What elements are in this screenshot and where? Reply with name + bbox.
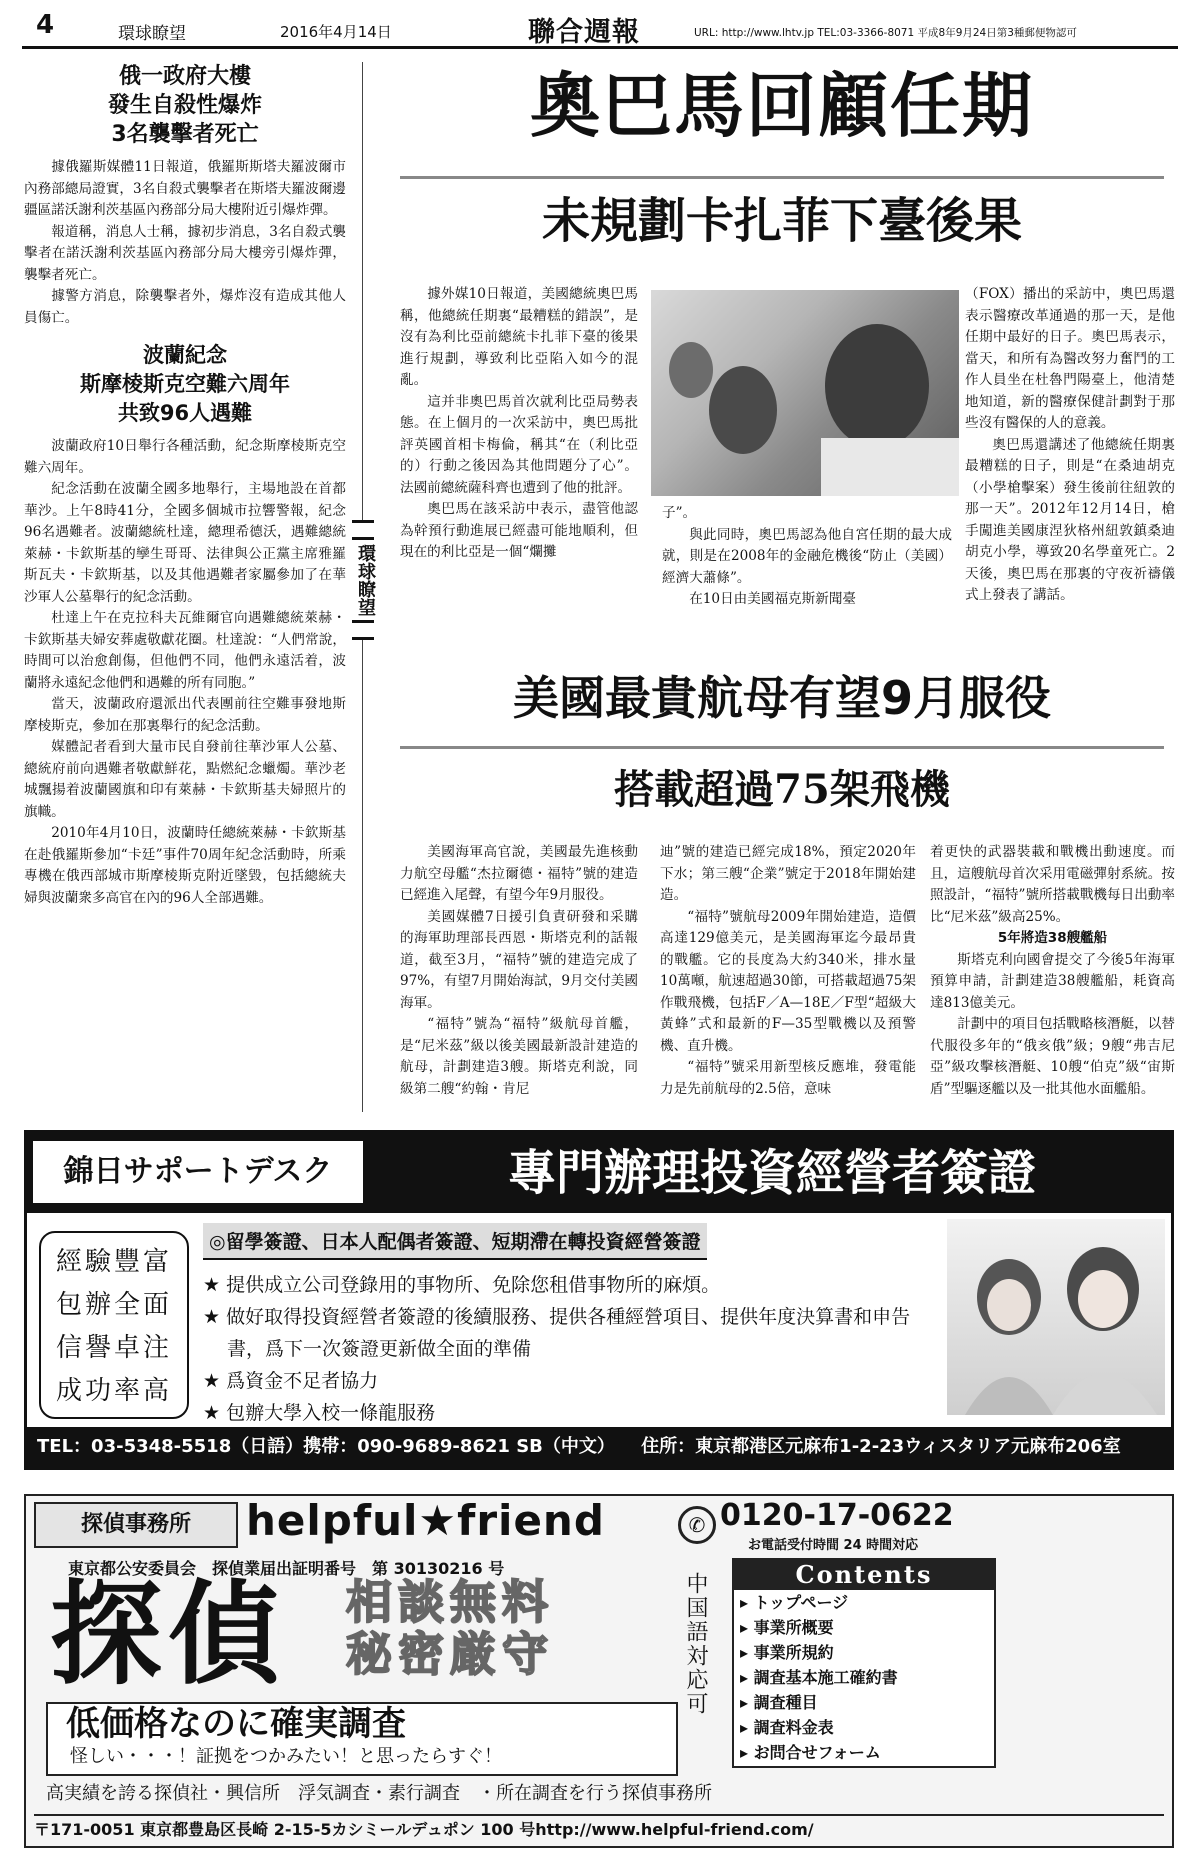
paper-name: 聯合週報 (528, 17, 640, 48)
star-icon: ★ (203, 1306, 221, 1328)
person-silhouette-icon (651, 290, 959, 496)
obama-col-2: 子”。 與此同時，奧巴馬認為他自宮任期的最大成就，則是在2008年的金融危機後“防止（美國）經濟大蕭條”。 在10日由美國福克斯新聞臺 (662, 505, 952, 607)
carrier-col-3: 着更快的武器裝載和戰機出動速度。而且，這艘航母首次采用電磁彈射系統。按照設計，“福特”號所搭載戰機每日出動率比“尼米茲”級高25%。 5年將造38艘艦船 斯塔克利向國會提交了今後5年海軍預算申請，計劃建造38艘艦船，耗資高達813億美元。 計劃中的項目包括戰略核潛艇，以替代服役多年的“俄亥俄”級；9艘“弗吉尼亞”級攻擊核潛艇、10艘“伯克”級“宙斯盾”型驅逐艦以及一批其他水面艦船。 (930, 844, 1175, 1097)
visa-address: 住所：東京都港区元麻布1-2-23ウィスタリア元麻布206室 (641, 1436, 1121, 1457)
visa-bullet: ★ 包辦大學入校一條龍服務 (203, 1402, 436, 1424)
carrier-headline: 美國最貴航母有望9月服役 (512, 671, 1051, 725)
visa-bullet-list (203, 1269, 923, 1429)
masthead (22, 10, 1178, 49)
star-icon: ★ (203, 1402, 221, 1424)
detective-license: 東京都公安委員会 探偵業届出証明番号 第 30130216 号 (68, 1559, 505, 1578)
circle-arrow-icon: ▸ (740, 1618, 749, 1637)
circle-arrow-icon: ▸ (740, 1743, 749, 1762)
detective-contents-box (732, 1558, 996, 1768)
paper-meta: URL: http://www.lhtv.jp TEL:03-3366-8071 平成8年9月24日第3種郵便物認可 (694, 27, 1077, 39)
contents-link[interactable]: ▸ 事業所概要 (740, 1618, 834, 1637)
carrier-rule (400, 746, 1164, 749)
contents-link[interactable]: ▸ お問合せフォーム (740, 1743, 881, 1762)
article-1-paragraph: 據警方消息，除襲擊者外，爆炸沒有造成其他人員傷亡。 (24, 288, 346, 326)
issue-date: 2016年4月14日 (280, 23, 392, 41)
visa-brand: 錦日サポートデスク (33, 1141, 363, 1203)
detective-footer-1: 高実績を誇る探偵社・興信所 浮気調査・素行調査 ・所在調査を行う探偵事務所 (46, 1783, 712, 1804)
visa-phone: TEL：03-5348-5518（日語）携帯：090-9689-8621 SB（中文） (37, 1436, 615, 1457)
visa-photo (947, 1219, 1165, 1415)
article-2-paragraph: 波蘭政府10日舉行各種活動，紀念斯摩棱斯克空難六周年。 (24, 438, 346, 476)
page-number: 4 (36, 10, 55, 40)
article-1-paragraph: 報道稱，消息人士稱，據初步消息，3名自殺式襲擊者在諾沃謝利茨基區內務部分局大樓旁引爆炸彈，襲擊者死亡。 (24, 223, 346, 283)
vertical-section-label: 環球瞭望 (352, 520, 374, 640)
obama-subheadline: 未規劃卡扎菲下臺後果 (541, 193, 1022, 249)
two-women-icon (947, 1219, 1165, 1415)
circle-arrow-icon: ▸ (740, 1643, 749, 1662)
circle-arrow-icon: ▸ (740, 1693, 749, 1712)
circle-arrow-icon: ▸ (740, 1593, 749, 1612)
carrier-col-2: 迪”號的建造已經完成18%，預定2020年下水；第三艘“企業”號定于2018年開始建造。 “福特”號航母2009年開始建造，造價高達129億美元，是美國海軍迄今最昂貴的戰艦。它的長度為大約340米，排水量10萬噸，航速超過30節，可搭載超過75架作戰飛機，包括F／A—18E／F型“超級大黃蜂”式和最新的F—35型戰機以及預警機、直升機。 “福特”號采用新型核反應堆，發電能力是先前航母的2.5倍，意味 (660, 844, 916, 1097)
circle-arrow-icon: ▸ (740, 1668, 749, 1687)
contents-link[interactable]: ▸ 事業所規約 (740, 1643, 834, 1662)
phone-icon: ✆ (678, 1506, 716, 1544)
visa-bullet: ★ 做好取得投資經營者簽證的後續服務、提供各種經營項目、提供年度決算書和申告書，爲下一次簽證更新做全面的準備 (203, 1306, 911, 1360)
article-2-paragraph: 紀念活動在波蘭全國多地舉行，主場地設在首都華沙。上午8時41分，全國多個城市拉響警報，紀念96名遇難者。波蘭總統杜達，總理希德沃，遇難總統萊赫・卡欽斯基的孿生哥哥、法律與公正黨主席雅羅斯瓦夫・卡欽斯基，以及其他遇難者家屬參加了在華沙軍人公墓舉行的紀念活動。 (24, 481, 346, 605)
star-icon: ★ (203, 1274, 221, 1296)
detective-phone: 0120-17-0622 (720, 1498, 954, 1533)
detective-big-title: 探偵 (50, 1570, 286, 1700)
visa-bullet: ★ 爲資金不足者協力 (203, 1370, 379, 1392)
visa-badge: 經驗豐富 包辦全面 信譽卓注 成功率高 (39, 1231, 189, 1419)
contents-title: Contents (734, 1560, 994, 1590)
obama-col-1: 據外媒10日報道，美國總統奧巴馬稱，他總統任期裏“最糟糕的錯誤”，是沒有為利比亞前總統卡扎菲下臺的後果進行規劃，導致利比亞陷入如今的混亂。 這并非奧巴馬首次就利比亞局勢表態。在上個月的一次采訪中，奧巴馬批評英國首相卡梅倫，稱其“在（利比亞的）行動之後因為其他問題分了心”。法國前總統薩科齊也遭到了他的批評。 奧巴馬在該采訪中表示，盡管他認為幹預行動進展已經盡可能地順利，但現在的利比亞是一個“爛攤 (400, 286, 638, 560)
detective-brand: helpful★friend (246, 1496, 605, 1545)
detective-sub-slogan: 怪しい・・・！証拠をつかみたい！と思ったらすぐ！ (70, 1746, 502, 1767)
obama-photo (651, 290, 959, 496)
obama-col-3: （FOX）播出的采訪中，奧巴馬還表示醫療改革通過的那一天，是他任期中最好的日子。奧巴馬表示，當天，和所有為醫改努力奮鬥的工作人員坐在杜魯門陽臺上，他清楚地知道，新的醫療保健計劃對于那些沒有醫保的人的意義。 奧巴馬還講述了他總統任期裏最糟糕的日子，則是“在桑迪胡克（小學槍擊案）發生後前往紐敦的那一天”。2012年12月14日，槍手闖進美國康涅狄格州紐敦鎮桑迪胡克小學，導致20名學童死亡。2天後，奧巴馬在那裏的守夜祈禱儀式上發表了講話。 (965, 286, 1175, 603)
carrier-subhead: 5年將造38艘艦船 (997, 930, 1108, 946)
contents-link[interactable]: ▸ 調査基本施工確約書 (740, 1668, 898, 1687)
detective-free-consult: 相談無料 秘密厳守 (346, 1575, 554, 1681)
visa-advertisement (24, 1130, 1174, 1470)
circle-arrow-icon: ▸ (740, 1718, 749, 1737)
carrier-col-1: 美國海軍高官說，美國最先進核動力航空母艦“杰拉爾德・福特”號的建造已經進入尾聲，有望今年9月服役。 美國媒體7日援引負責研發和采購的海軍助理部長西恩・斯塔克利的話報道，截至3月，“福特”號的建造完成了97%，有望7月開始海試，9月交付美國海軍。 “福特”號為“福特”級航母首艦，是“尼米茲”級以後美國最新設計建造的航母，計劃建造3艘。斯塔克利說，同級第二艘“約翰・肯尼 (400, 844, 638, 1097)
detective-phone-hours: お電話受付時間 24 時間対応 (748, 1538, 919, 1553)
obama-rule (400, 176, 1164, 179)
article-2-headline: 波蘭紀念 斯摩棱斯克空難六周年 共致96人遇難 (80, 343, 290, 425)
carrier-subheadline: 搭載超過75架飛機 (614, 766, 950, 813)
visa-service-types: ◎留學簽證、日本人配偶者簽證、短期滯在轉投資經營簽證 (203, 1223, 707, 1260)
visa-headline: 專門辦理投資經營者簽證 (507, 1145, 1036, 1201)
detective-slogan-box (46, 1702, 678, 1776)
detective-office-label: 探偵事務所 (34, 1502, 238, 1548)
detective-slogan: 低価格なのに確実調査 (66, 1704, 406, 1744)
detective-chinese-ok: 中国語対応可 (683, 1572, 708, 1716)
contents-link[interactable]: ▸ 調査種目 (740, 1693, 818, 1712)
contents-link[interactable]: ▸ 調査料金表 (740, 1718, 834, 1737)
article-2-paragraph: 當天，波蘭政府還派出代表團前往空難事發地斯摩棱斯克，參加在那裏舉行的紀念活動。 (24, 696, 346, 734)
visa-contact-bar (27, 1427, 1171, 1467)
obama-headline: 奧巴馬回顧任期 (530, 65, 1034, 147)
detective-footer-2: 〒171-0051 東京都豊島区長崎 2-15-5カシミールデュポン 100 号http://www.helpful-friend.com/ (34, 1814, 1164, 1844)
detective-advertisement (24, 1494, 1174, 1848)
article-1-headline: 俄一政府大樓 發生自殺性爆炸 3名襲擊者死亡 (107, 64, 262, 147)
article-2-paragraph: 2010年4月10日，波蘭時任總統萊赫・卡欽斯基在赴俄羅斯參加“卡廷”事件70周年紀念活動時，所乘專機在俄西部城市斯摩棱斯克附近墜毀，包括總統夫婦與波蘭衆多高官在內的96人全部遇難。 (24, 825, 346, 906)
star-icon: ★ (203, 1370, 221, 1392)
article-1-paragraph: 據俄羅斯媒體11日報道，俄羅斯斯塔夫羅波爾市內務部總局證實，3名自殺式襲擊者在斯塔夫羅波爾邊疆區諾沃謝利茨基區內務部分局大樓附近引爆炸彈。 (24, 159, 346, 218)
article-2-paragraph: 媒體記者看到大量市民自發前往華沙軍人公墓、總統府前向遇難者敬獻鮮花，點燃紀念蠟燭。華沙老城飄揚着波蘭國旗和印有萊赫・卡欽斯基夫婦照片的旗幟。 (24, 739, 346, 820)
left-column (24, 62, 346, 909)
article-2-paragraph: 杜達上午在克拉科夫瓦維爾官向遇難總統萊赫・卡欽斯基夫婦安葬處敬獻花圈。杜達說：“人們常說，時間可以治愈創傷，但他們不同，他們永遠活着，波蘭將永遠紀念他們和遇難的所有同胞。” (24, 610, 346, 691)
visa-bullet: ★ 提供成立公司登錄用的事物所、免除您租借事物所的麻煩。 (203, 1274, 721, 1296)
section-name: 環球瞭望 (118, 24, 186, 44)
contents-link[interactable]: ▸ トップページ (740, 1593, 849, 1612)
